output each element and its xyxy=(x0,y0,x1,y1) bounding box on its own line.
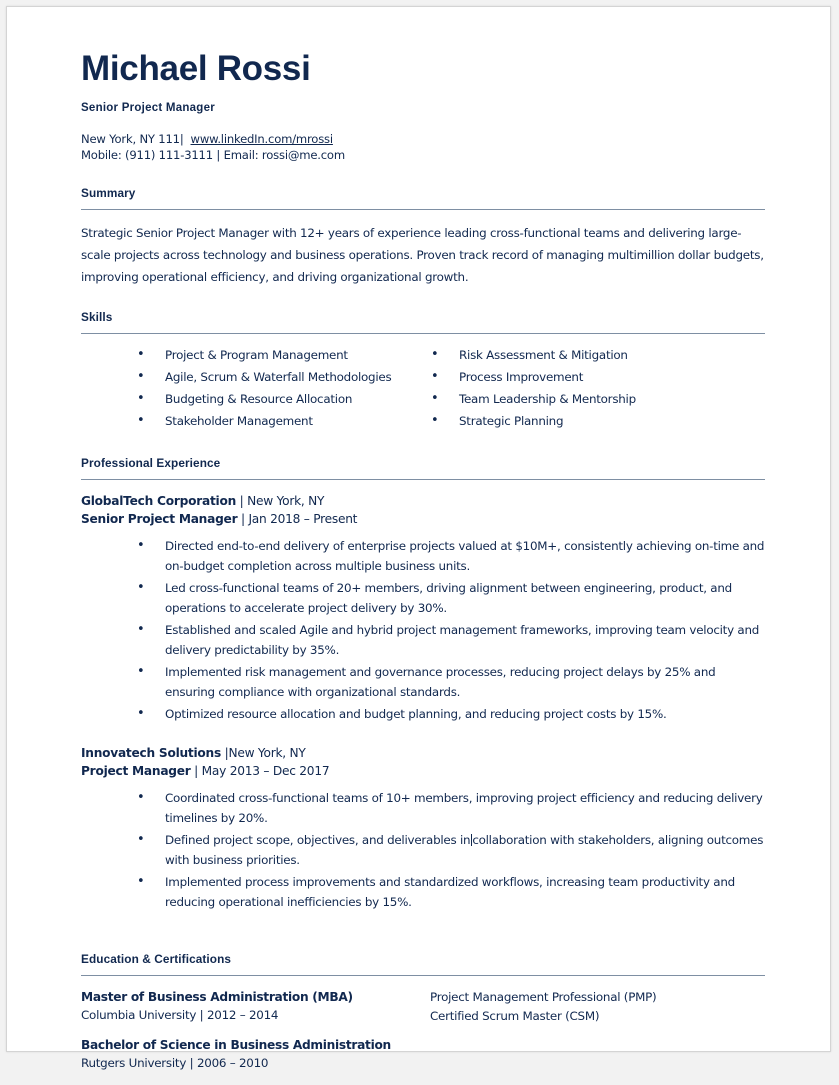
bullet-dot-icon: • xyxy=(137,832,145,848)
job-bullet-text: Implemented risk management and governance processes, reducing project delays by 25% and ensuring compliance with organizational standards. xyxy=(165,665,716,700)
skill-item-text: Process Improvement xyxy=(459,369,584,384)
job-bullet-text-rest: collaboration with stakeholders, aligning outcomes with business priorities. xyxy=(165,833,764,868)
bullet-dot-icon: • xyxy=(137,538,145,554)
education-degree: Master of Business Administration (MBA) xyxy=(81,990,353,1005)
job-bullet xyxy=(137,872,765,912)
skill-item xyxy=(431,346,765,364)
skills-section xyxy=(81,310,765,434)
job-bullet xyxy=(137,788,765,828)
skill-item-text: Stakeholder Management xyxy=(165,414,313,429)
contact-line-1 xyxy=(81,132,765,148)
skill-item xyxy=(431,390,765,408)
summary-section xyxy=(81,186,765,288)
education-divider xyxy=(81,975,765,976)
job-bullet-text: Led cross-functional teams of 20+ members, driving alignment between engineering, product, and operations to accelerate project delivery by 30%. xyxy=(165,581,732,616)
job-title: Senior Project Manager xyxy=(81,512,238,527)
skill-item xyxy=(137,346,423,364)
job-bullet-text: Optimized resource allocation and budget planning, and reducing project costs by 15%. xyxy=(165,707,667,722)
experience-section xyxy=(81,456,765,912)
resume-content xyxy=(81,51,765,1085)
bullet-dot-icon: • xyxy=(137,580,145,596)
job-entry xyxy=(81,492,765,724)
education-section xyxy=(81,952,765,1084)
skill-item xyxy=(137,412,423,430)
job-bullet-text: Defined project scope, objectives, and deliverables in xyxy=(165,833,471,848)
education-school: Rutgers University | 2006 – 2010 xyxy=(81,1055,269,1070)
job-bullet-text: Implemented process improvements and standardized workflows, increasing team productivity and reducing operational inefficiencies by 15%. xyxy=(165,875,735,910)
bullet-dot-icon: • xyxy=(137,622,145,638)
job-title-separator: | xyxy=(190,764,202,779)
job-bullet xyxy=(137,704,765,724)
skill-item-text: Agile, Scrum & Waterfall Methodologies xyxy=(165,369,392,384)
job-company: GlobalTech Corporation xyxy=(81,494,236,509)
contact-line-2: Mobile: (911) 111-3111 | Email: rossi@me.com xyxy=(81,147,345,162)
job-bullet xyxy=(137,620,765,660)
bullet-dot-icon: • xyxy=(137,346,145,362)
summary-heading: Summary xyxy=(81,185,136,200)
bullet-dot-icon: • xyxy=(431,346,439,362)
bullet-dot-icon: • xyxy=(431,368,439,384)
bullet-dot-icon: • xyxy=(431,390,439,406)
job-bullet xyxy=(137,536,765,576)
education-entry xyxy=(81,988,416,1024)
skill-item-text: Strategic Planning xyxy=(459,414,564,429)
candidate-title: Senior Project Manager xyxy=(81,101,215,114)
job-company-separator: | xyxy=(236,494,248,509)
skill-item xyxy=(137,368,423,386)
education-school: Columbia University | 2012 – 2014 xyxy=(81,1007,279,1022)
job-dates: Jan 2018 – Present xyxy=(248,512,358,527)
skill-item xyxy=(137,390,423,408)
job-dates: May 2013 – Dec 2017 xyxy=(201,764,330,779)
skill-item-text: Project & Program Management xyxy=(165,347,348,362)
certification-item: Project Management Professional (PMP) xyxy=(430,990,657,1005)
bullet-dot-icon: • xyxy=(137,368,145,384)
experience-heading: Professional Experience xyxy=(81,456,221,471)
job-bullet-list xyxy=(81,536,765,724)
skill-item-text: Budgeting & Resource Allocation xyxy=(165,391,353,406)
bullet-dot-icon: • xyxy=(137,664,145,680)
job-bullet-text: Directed end-to-end delivery of enterprise projects valued at $10M+, consistently achieving on-time and on-budget completion across multiple business units. xyxy=(165,539,765,574)
bullet-dot-icon: • xyxy=(137,874,145,890)
document-page[interactable] xyxy=(6,6,831,1070)
summary-divider xyxy=(81,209,765,210)
experience-jobs xyxy=(81,492,765,912)
job-title-line xyxy=(81,762,765,780)
bullet-dot-icon: • xyxy=(137,790,145,806)
job-bullet-list xyxy=(81,788,765,912)
linkedin-link[interactable]: www.linkedIn.com/mrossi xyxy=(190,131,333,146)
skills-columns xyxy=(81,346,765,434)
job-title-line xyxy=(81,510,765,528)
job-bullet xyxy=(137,662,765,702)
skills-divider xyxy=(81,333,765,334)
skills-column-right xyxy=(423,346,765,434)
job-location: New York, NY xyxy=(247,494,325,509)
contact-separator: | xyxy=(179,131,184,146)
job-company: Innovatech Solutions xyxy=(81,746,221,761)
resume-header xyxy=(81,51,765,164)
job-company-line xyxy=(81,744,765,762)
job-company-line xyxy=(81,492,765,510)
candidate-name: Michael Rossi xyxy=(81,49,311,88)
skills-heading: Skills xyxy=(81,309,113,324)
skills-column-left xyxy=(81,346,423,434)
skill-item xyxy=(431,368,765,386)
education-columns xyxy=(81,988,765,1084)
job-bullet-text: Coordinated cross-functional teams of 10+ members, improving project efficiency and reducing delivery timelines by 20%. xyxy=(165,791,763,826)
job-title: Project Manager xyxy=(81,764,191,779)
education-entry xyxy=(81,1036,416,1072)
bullet-dot-icon: • xyxy=(431,413,439,429)
contact-location: New York, NY 111 xyxy=(81,131,180,146)
education-heading: Education & Certifications xyxy=(81,952,232,967)
summary-text: Strategic Senior Project Manager with 12+ years of experience leading cross-functional teams and delivering large-scale projects across technology and business operations. Proven track record of managing multimillion dollar budgets, improving operational efficiency, and driving organizational growth. xyxy=(81,225,764,284)
job-entry xyxy=(81,744,765,912)
job-bullet xyxy=(137,830,765,870)
job-title-separator: | xyxy=(237,512,249,527)
bullet-dot-icon: • xyxy=(137,413,145,429)
skill-item-text: Team Leadership & Mentorship xyxy=(459,391,636,406)
skill-item xyxy=(431,412,765,430)
bullet-dot-icon: • xyxy=(137,706,145,722)
bullet-dot-icon: • xyxy=(137,390,145,406)
skill-item-text: Risk Assessment & Mitigation xyxy=(459,347,628,362)
job-bullet-text: Established and scaled Agile and hybrid project management frameworks, improving team velocity and delivery predictability by 35%. xyxy=(165,623,760,658)
job-location: New York, NY xyxy=(228,746,306,761)
experience-divider xyxy=(81,479,765,480)
education-degree: Bachelor of Science in Business Administration xyxy=(81,1038,391,1053)
job-bullet xyxy=(137,578,765,618)
education-column-degrees xyxy=(81,988,416,1084)
education-column-certifications xyxy=(416,988,765,1084)
certification-item: Certified Scrum Master (CSM) xyxy=(430,1008,600,1023)
job-company-separator: | xyxy=(220,746,229,761)
